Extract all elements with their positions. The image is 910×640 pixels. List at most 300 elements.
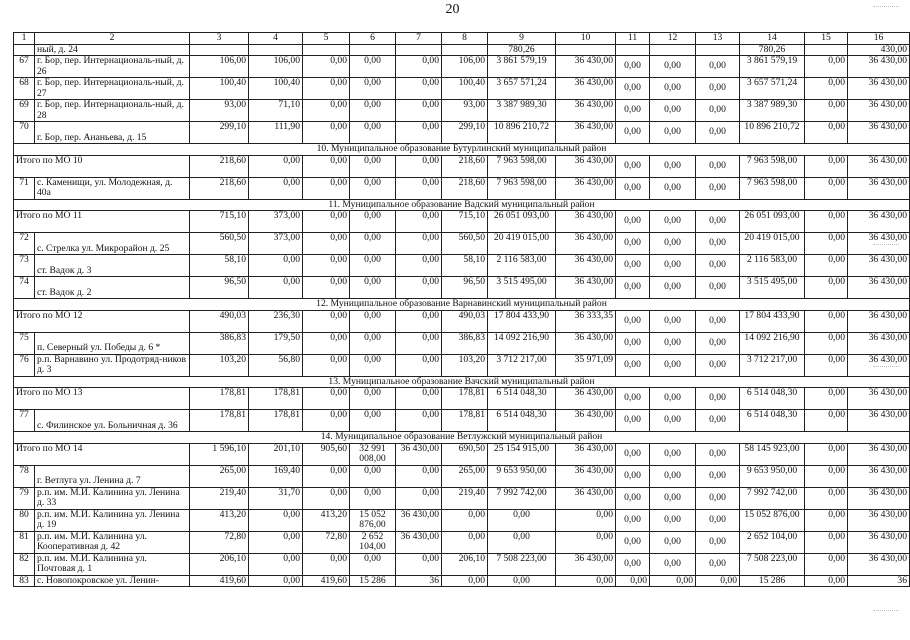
value-cell: 72,80: [303, 531, 350, 553]
value-cell: 0,00: [616, 575, 650, 587]
table-row: [14, 277, 910, 299]
value-cell: 0,00: [650, 332, 696, 354]
value-cell: 36 333,35: [556, 310, 616, 332]
value-cell: 265,00: [190, 465, 249, 487]
column-header: 14: [740, 33, 805, 45]
address-cell: п. Северный ул. Победы д. 6 *: [35, 332, 190, 354]
value-cell: 0,00: [805, 211, 848, 233]
value-cell: 106,00: [249, 56, 303, 78]
value-cell: 0,00: [805, 388, 848, 410]
value-cell: 6 514 048,30: [740, 410, 805, 432]
value-cell: 0,00: [303, 122, 350, 144]
value-cell: 0,00: [303, 211, 350, 233]
value-cell: 219,40: [442, 487, 488, 509]
value-cell: 36 430,00: [556, 100, 616, 122]
value-cell: 36 430,00: [848, 388, 910, 410]
value-cell: 0,00: [396, 465, 442, 487]
subtotal-label: Итого по МО 11: [14, 211, 190, 233]
value-cell: 0,00: [556, 531, 616, 553]
value-cell: 0,00: [650, 354, 696, 376]
value-cell: 0,00: [556, 575, 616, 587]
value-cell: 0,00: [696, 100, 740, 122]
column-header: 16: [848, 33, 910, 45]
value-cell: 36 430,00: [848, 354, 910, 376]
value-cell: 1 596,10: [190, 443, 249, 465]
value-cell: 36 430,00: [848, 410, 910, 432]
value-cell: 36 430,00: [396, 443, 442, 465]
value-cell: 0,00: [650, 277, 696, 299]
value-cell: 0,00: [303, 233, 350, 255]
value-cell: 36 430,00: [848, 233, 910, 255]
value-cell: 178,81: [190, 388, 249, 410]
value-cell: 32 991 008,00: [350, 443, 396, 465]
value-cell: 58 145 923,00: [740, 443, 805, 465]
row-number: 78: [14, 465, 35, 487]
row-number: 74: [14, 277, 35, 299]
value-cell: 36 430,00: [848, 78, 910, 100]
value-cell: 3 515 495,00: [488, 277, 556, 299]
value-cell: 6 514 048,30: [740, 388, 805, 410]
value-cell: 0,00: [350, 100, 396, 122]
section-title: 12. Муниципальное образование Варнавинский муниципальный район: [14, 299, 910, 311]
value-cell: 0,00: [650, 531, 696, 553]
value-cell: 36 430,00: [556, 443, 616, 465]
value-cell: 15 286: [740, 575, 805, 587]
value-cell: 2 116 583,00: [740, 255, 805, 277]
value-cell: 0,00: [805, 56, 848, 78]
address-cell: г. Бор, пер. Интернациональ-ный, д. 28: [35, 100, 190, 122]
value-cell: 218,60: [190, 177, 249, 199]
value-cell: 0,00: [249, 255, 303, 277]
value-cell: 3 387 989,30: [488, 100, 556, 122]
value-cell: 0,00: [650, 310, 696, 332]
value-cell: 0,00: [350, 354, 396, 376]
value-cell: 0,00: [249, 575, 303, 587]
value-cell: 0,00: [696, 211, 740, 233]
value-cell: 0,00: [616, 177, 650, 199]
subtotal-row: [14, 443, 910, 465]
value-cell: 0,00: [303, 155, 350, 177]
value-cell: 0,00: [396, 78, 442, 100]
value-cell: 0,00: [650, 122, 696, 144]
value-cell: 0,00: [350, 122, 396, 144]
row-number: 80: [14, 509, 35, 531]
value-cell: 0,00: [350, 255, 396, 277]
address-cell: г. Ветлуга ул. Ленина д. 7: [35, 465, 190, 487]
value-cell: 419,60: [303, 575, 350, 587]
value-cell: 58,10: [190, 255, 249, 277]
value-cell: 0,00: [650, 155, 696, 177]
subtotal-label: Итого по МО 12: [14, 310, 190, 332]
value-cell: 0,00: [303, 277, 350, 299]
value-cell: 0,00: [303, 553, 350, 575]
value-cell: 218,60: [442, 155, 488, 177]
value-cell: 0,00: [805, 255, 848, 277]
value-cell: 96,50: [442, 277, 488, 299]
value-cell: 10 896 210,72: [740, 122, 805, 144]
column-header: 13: [696, 33, 740, 45]
value-cell: 0,00: [616, 487, 650, 509]
value-cell: 0,00: [696, 575, 740, 587]
value-cell: 0,00: [350, 155, 396, 177]
column-header: 7: [396, 33, 442, 45]
value-cell: 0,00: [442, 509, 488, 531]
value-cell: 0,00: [616, 531, 650, 553]
value-cell: 58,10: [442, 255, 488, 277]
column-header: 11: [616, 33, 650, 45]
value-cell: 178,81: [249, 410, 303, 432]
value-cell: 0,00: [805, 531, 848, 553]
value-cell: 0,00: [696, 553, 740, 575]
address-cell: р.п. Варнавино ул. Продотряд-ников д. 3: [35, 354, 190, 376]
value-cell: 0,00: [488, 575, 556, 587]
column-header: 1: [14, 33, 35, 45]
value-cell: 36 430,00: [848, 100, 910, 122]
value-cell: 373,00: [249, 233, 303, 255]
subtotal-label: Итого по МО 10: [14, 155, 190, 177]
value-cell: 0,00: [396, 553, 442, 575]
value-cell: 201,10: [249, 443, 303, 465]
value-cell: 0,00: [303, 310, 350, 332]
value-cell: 0,00: [303, 255, 350, 277]
value-cell: 386,83: [190, 332, 249, 354]
value-cell: 0,00: [650, 211, 696, 233]
address-cell: г. Бор, пер. Интернациональ-ный, д. 26: [35, 56, 190, 78]
value-cell: 7 508 223,00: [740, 553, 805, 575]
value-cell: 36 430,00: [556, 388, 616, 410]
value-cell: 0,00: [696, 155, 740, 177]
value-cell: 6 514 048,30: [488, 388, 556, 410]
value-cell: 0,00: [805, 553, 848, 575]
value-cell: 2 116 583,00: [488, 255, 556, 277]
row-number: 73: [14, 255, 35, 277]
value-cell: 0,00: [442, 575, 488, 587]
address-cell: ст. Вадок д. 2: [35, 277, 190, 299]
table-row: [14, 100, 910, 122]
table-row: [14, 332, 910, 354]
value-cell: 6 514 048,30: [488, 410, 556, 432]
value-cell: 0,00: [350, 410, 396, 432]
address-cell: ст. Вадок д. 3: [35, 255, 190, 277]
value-cell: 218,60: [190, 155, 249, 177]
value-cell: 0,00: [396, 388, 442, 410]
value-cell: 36 430,00: [556, 155, 616, 177]
value-cell: 0,00: [696, 122, 740, 144]
value-cell: 206,10: [190, 553, 249, 575]
value-cell: 36 430,00: [848, 332, 910, 354]
value-cell: 93,00: [442, 100, 488, 122]
value-cell: 9 653 950,00: [740, 465, 805, 487]
column-number-header: [14, 33, 910, 45]
continued-row: [14, 44, 910, 56]
value-cell: 0,00: [696, 277, 740, 299]
address-cell: г. Бор, пер. Ананьева, д. 15: [35, 122, 190, 144]
subtotal-row: [14, 388, 910, 410]
value-cell: 36 430,00: [556, 78, 616, 100]
value-cell: 0,00: [696, 233, 740, 255]
value-cell: 0,00: [616, 354, 650, 376]
value-cell: 0,00: [696, 388, 740, 410]
value-cell: 36 430,00: [556, 233, 616, 255]
value-cell: 36 430,00: [848, 487, 910, 509]
value-cell: 0,00: [350, 277, 396, 299]
value-cell: 0,00: [696, 177, 740, 199]
table-row: [14, 531, 910, 553]
row-number: 68: [14, 78, 35, 100]
value-cell: 103,20: [442, 354, 488, 376]
value-cell: 0,00: [650, 100, 696, 122]
value-cell: 0,00: [805, 122, 848, 144]
value-cell: 0,00: [650, 255, 696, 277]
value-cell: 36 430,00: [848, 122, 910, 144]
section-title: 10. Муниципальное образование Бутурлинский муниципальный район: [14, 144, 910, 156]
column-header: 5: [303, 33, 350, 45]
value-cell: 0,00: [696, 509, 740, 531]
value-cell: 490,03: [190, 310, 249, 332]
value-cell: 3 712 217,00: [740, 354, 805, 376]
section-title: 14. Муниципальное образование Ветлужский муниципальный район: [14, 432, 910, 444]
value-cell: 100,40: [249, 78, 303, 100]
value-cell: 15 052 876,00: [740, 509, 805, 531]
value-cell: 0,00: [616, 277, 650, 299]
value-cell: 0,00: [805, 100, 848, 122]
value-cell: 36 430,00: [848, 56, 910, 78]
value-cell: 0,00: [396, 310, 442, 332]
value-cell: 36 430,00: [556, 465, 616, 487]
value-cell: 36 430,00: [848, 155, 910, 177]
row-number: 75: [14, 332, 35, 354]
value-cell: 0,00: [805, 509, 848, 531]
value-cell: 71,10: [249, 100, 303, 122]
value-cell: 0,00: [805, 310, 848, 332]
value-cell: 14 092 216,90: [488, 332, 556, 354]
value-cell: 0,00: [650, 487, 696, 509]
row-number: 70: [14, 122, 35, 144]
value-cell: 236,30: [249, 310, 303, 332]
value-cell: 0,00: [650, 410, 696, 432]
value-cell: 560,50: [190, 233, 249, 255]
value-cell: 10 896 210,72: [488, 122, 556, 144]
value-cell: 206,10: [442, 553, 488, 575]
address-cell: с. Филинское ул. Больничная д. 36: [35, 410, 190, 432]
address-cell: ный, д. 24: [35, 44, 190, 56]
value-cell: 7 963 598,00: [488, 155, 556, 177]
value-cell: 690,50: [442, 443, 488, 465]
value-cell: 0,00: [696, 78, 740, 100]
value-cell: 0,00: [696, 443, 740, 465]
value-cell: 36 430,00: [848, 553, 910, 575]
value-cell: 218,60: [442, 177, 488, 199]
value-cell: 0,00: [805, 277, 848, 299]
value-cell: 0,00: [805, 487, 848, 509]
value-cell: 103,20: [190, 354, 249, 376]
table-row: [14, 509, 910, 531]
value-cell: 36 430,00: [848, 177, 910, 199]
table-row: [14, 354, 910, 376]
value-cell: 0,00: [442, 531, 488, 553]
value-cell: 0,00: [303, 487, 350, 509]
subtotal-label: Итого по МО 14: [14, 443, 190, 465]
column-header: 2: [35, 33, 190, 45]
value-cell: 0,00: [696, 410, 740, 432]
value-cell: 0,00: [396, 410, 442, 432]
section-heading-row: [14, 199, 910, 211]
value-cell: 36 430,00: [396, 531, 442, 553]
column-header: 6: [350, 33, 396, 45]
value-cell: 0,00: [396, 177, 442, 199]
value-cell: 17 804 433,90: [488, 310, 556, 332]
value-cell: 0,00: [396, 255, 442, 277]
value-cell: 36 430,00: [396, 509, 442, 531]
value-cell: 96,50: [190, 277, 249, 299]
value-cell: 7 963 598,00: [488, 177, 556, 199]
value-cell: 0,00: [616, 155, 650, 177]
table-row: [14, 487, 910, 509]
value-cell: 36 430,00: [556, 277, 616, 299]
value-cell: 36 430,00: [848, 443, 910, 465]
page-number: 20: [445, 2, 460, 17]
value-cell: 0,00: [650, 509, 696, 531]
value-cell: 25 154 915,00: [488, 443, 556, 465]
value-cell: 0,00: [616, 233, 650, 255]
value-cell: 36 430,00: [848, 211, 910, 233]
value-cell: 0,00: [616, 211, 650, 233]
value-cell: 299,10: [190, 122, 249, 144]
table-row: [14, 122, 910, 144]
value-cell: 2 652 104,00: [350, 531, 396, 553]
value-cell: 0,00: [805, 332, 848, 354]
value-cell: 0,00: [696, 310, 740, 332]
value-cell: 0,00: [650, 56, 696, 78]
value-cell: 111,90: [249, 122, 303, 144]
value-cell: 0,00: [396, 100, 442, 122]
value-cell: 0,00: [696, 56, 740, 78]
value-cell: 0,00: [350, 332, 396, 354]
table-row: [14, 255, 910, 277]
value-cell: 36: [396, 575, 442, 587]
value-cell: 3 387 989,30: [740, 100, 805, 122]
value-cell: 178,81: [249, 388, 303, 410]
value-cell: 26 051 093,00: [488, 211, 556, 233]
table-row: [14, 56, 910, 78]
value-cell: 26 051 093,00: [740, 211, 805, 233]
value-cell: 20 419 015,00: [488, 233, 556, 255]
table-row: [14, 575, 910, 587]
value-cell: 93,00: [190, 100, 249, 122]
value-cell: 0,00: [616, 78, 650, 100]
value-cell: 780,26: [488, 44, 556, 56]
value-cell: 0,00: [650, 465, 696, 487]
value-cell: 0,00: [396, 487, 442, 509]
value-cell: 0,00: [396, 277, 442, 299]
value-cell: 0,00: [616, 465, 650, 487]
value-cell: 17 804 433,90: [740, 310, 805, 332]
value-cell: 0,00: [650, 177, 696, 199]
value-cell: 36 430,00: [848, 509, 910, 531]
value-cell: 3 861 579,19: [740, 56, 805, 78]
value-cell: 0,00: [249, 155, 303, 177]
value-cell: 430,00: [848, 44, 910, 56]
column-header: 10: [556, 33, 616, 45]
value-cell: 3 861 579,19: [488, 56, 556, 78]
section-title: 11. Муниципальное образование Вадский муниципальный район: [14, 199, 910, 211]
column-header: 8: [442, 33, 488, 45]
value-cell: 179,50: [249, 332, 303, 354]
value-cell: 0,00: [650, 443, 696, 465]
value-cell: 0,00: [488, 531, 556, 553]
value-cell: 3 712 217,00: [488, 354, 556, 376]
table-row: [14, 465, 910, 487]
value-cell: 0,00: [616, 100, 650, 122]
value-cell: 100,40: [190, 78, 249, 100]
table-row: [14, 553, 910, 575]
value-cell: 2 652 104,00: [740, 531, 805, 553]
value-cell: 15 286: [350, 575, 396, 587]
row-number: 81: [14, 531, 35, 553]
value-cell: 72,80: [190, 531, 249, 553]
value-cell: 780,26: [740, 44, 805, 56]
value-cell: 14 092 216,90: [740, 332, 805, 354]
value-cell: 0,00: [805, 354, 848, 376]
value-cell: 0,00: [303, 56, 350, 78]
value-cell: 413,20: [190, 509, 249, 531]
section-title: 13. Муниципальное образование Вачский муниципальный район: [14, 376, 910, 388]
address-cell: р.п. им. М.И. Калинина ул. Ленина д. 33: [35, 487, 190, 509]
address-cell: р.п. им. М.И. Калинина ул. Почтовая д. 1: [35, 553, 190, 575]
value-cell: 36 430,00: [848, 255, 910, 277]
value-cell: 7 508 223,00: [488, 553, 556, 575]
value-cell: 0,00: [616, 509, 650, 531]
value-cell: 0,00: [350, 78, 396, 100]
value-cell: 0,00: [350, 487, 396, 509]
value-cell: 0,00: [696, 332, 740, 354]
value-cell: 0,00: [805, 465, 848, 487]
value-cell: 0,00: [350, 56, 396, 78]
value-cell: 0,00: [249, 177, 303, 199]
address-cell: с. Каменищи, ул. Молодежная, д. 40а: [35, 177, 190, 199]
value-cell: 36 430,00: [556, 177, 616, 199]
value-cell: 36 430,00: [556, 487, 616, 509]
value-cell: 0,00: [303, 410, 350, 432]
value-cell: 36 430,00: [556, 255, 616, 277]
value-cell: 36 430,00: [556, 553, 616, 575]
row-number: 79: [14, 487, 35, 509]
value-cell: 0,00: [249, 277, 303, 299]
value-cell: 35 971,09: [556, 354, 616, 376]
table-row: [14, 233, 910, 255]
value-cell: 0,00: [396, 122, 442, 144]
value-cell: 560,50: [442, 233, 488, 255]
value-cell: 0,00: [303, 78, 350, 100]
address-cell: р.п. им. М.И. Калинина ул. Ленина д. 19: [35, 509, 190, 531]
value-cell: 7 963 598,00: [740, 177, 805, 199]
value-cell: 0,00: [249, 509, 303, 531]
column-header: 9: [488, 33, 556, 45]
table-row: [14, 410, 910, 432]
value-cell: 0,00: [249, 553, 303, 575]
value-cell: 36 430,00: [848, 277, 910, 299]
value-cell: 219,40: [190, 487, 249, 509]
value-cell: 0,00: [696, 531, 740, 553]
value-cell: 100,40: [442, 78, 488, 100]
housing-register-table: [13, 32, 910, 587]
value-cell: 0,00: [350, 388, 396, 410]
value-cell: 0,00: [616, 410, 650, 432]
value-cell: 106,00: [190, 56, 249, 78]
value-cell: 106,00: [442, 56, 488, 78]
value-cell: 36 430,00: [556, 211, 616, 233]
section-heading-row: [14, 432, 910, 444]
